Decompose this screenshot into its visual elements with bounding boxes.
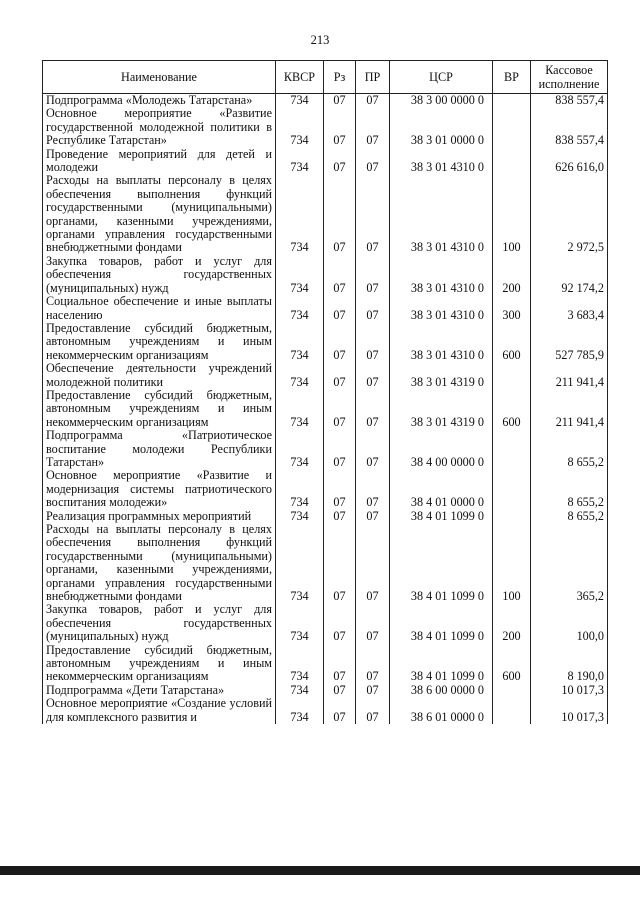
cell-name: Закупка товаров, работ и услуг для обеспечения государственных (муниципальных) нужд [43,603,276,643]
scan-edge-bar [0,866,640,875]
cell-name: Основное мероприятие «Развитие государственной молодежной политики в Республике Татарстан» [43,107,276,147]
cell-vr [493,148,531,175]
cell-pr: 07 [356,644,390,684]
cell-vr: 300 [493,295,531,322]
cell-amount: 2 972,5 [531,174,608,254]
cell-vr: 600 [493,322,531,362]
cell-rz: 07 [324,697,356,724]
header-vr: ВР [493,61,531,94]
table-row [43,389,608,429]
cell-pr: 07 [356,362,390,389]
cell-amount: 838 557,4 [531,107,608,147]
header-pr: ПР [356,61,390,94]
cell-vr: 100 [493,523,531,603]
table-row [43,255,608,295]
cell-kvsr: 734 [276,523,324,603]
table-row [43,429,608,469]
cell-rz: 07 [324,644,356,684]
cell-kvsr: 734 [276,94,324,108]
cell-pr: 07 [356,174,390,254]
table-row [43,94,608,108]
table-body [43,94,608,725]
cell-pr: 07 [356,322,390,362]
cell-amount: 3 683,4 [531,295,608,322]
cell-csr: 38 3 00 0000 0 [390,94,493,108]
cell-rz: 07 [324,174,356,254]
cell-csr: 38 4 01 1099 0 [390,510,493,523]
cell-rz: 07 [324,148,356,175]
cell-csr: 38 4 01 0000 0 [390,469,493,509]
cell-csr: 38 4 01 1099 0 [390,644,493,684]
cell-amount: 100,0 [531,603,608,643]
cell-csr: 38 3 01 4310 0 [390,295,493,322]
cell-name: Основное мероприятие «Развитие и модернизация системы патриотического воспитания молодежи» [43,469,276,509]
cell-rz: 07 [324,469,356,509]
cell-csr: 38 6 01 0000 0 [390,697,493,724]
cell-rz: 07 [324,94,356,108]
cell-amount: 8 190,0 [531,644,608,684]
header-name: Наименование [43,61,276,94]
cell-vr: 200 [493,603,531,643]
cell-pr: 07 [356,389,390,429]
cell-amount: 211 941,4 [531,362,608,389]
table-row [43,174,608,254]
table-row [43,603,608,643]
table-row [43,322,608,362]
cell-amount: 92 174,2 [531,255,608,295]
cell-rz: 07 [324,429,356,469]
page-number: 213 [310,33,330,47]
cell-csr: 38 3 01 4310 0 [390,174,493,254]
cell-amount: 626 616,0 [531,148,608,175]
cell-pr: 07 [356,510,390,523]
cell-kvsr: 734 [276,697,324,724]
header-rz: Рз [324,61,356,94]
cell-name: Подпрограмма «Молодежь Татарстана» [43,94,276,108]
cell-rz: 07 [324,322,356,362]
cell-pr: 07 [356,697,390,724]
cell-name: Основное мероприятие «Создание условий для комплексного развития и [43,697,276,724]
table-row [43,697,608,724]
cell-pr: 07 [356,107,390,147]
cell-csr: 38 4 00 0000 0 [390,429,493,469]
cell-amount: 527 785,9 [531,322,608,362]
cell-name: Подпрограмма «Патриотическое воспитание молодежи Республики Татарстан» [43,429,276,469]
cell-vr: 100 [493,174,531,254]
table-header-row [43,61,608,94]
cell-rz: 07 [324,523,356,603]
table-row [43,523,608,603]
table-row [43,684,608,697]
cell-vr [493,429,531,469]
table-row [43,295,608,322]
cell-pr: 07 [356,684,390,697]
cell-rz: 07 [324,255,356,295]
cell-name: Проведение мероприятий для детей и молодежи [43,148,276,175]
cell-name: Расходы на выплаты персоналу в целях обеспечения выполнения функций государственными (муниципальными) органами, казенными учреждениями, органами управления государственными внебюджетными фондами [43,523,276,603]
cell-kvsr: 734 [276,174,324,254]
cell-name: Расходы на выплаты персоналу в целях обеспечения выполнения функций государственными (муниципальными) органами, казенными учреждениями, органами управления государственными внебюджетными фондами [43,174,276,254]
table-row [43,362,608,389]
header-csr: ЦСР [390,61,493,94]
cell-kvsr: 734 [276,429,324,469]
cell-pr: 07 [356,148,390,175]
cell-name: Обеспечение деятельности учреждений молодежной политики [43,362,276,389]
cell-vr [493,107,531,147]
cell-pr: 07 [356,523,390,603]
cell-name: Реализация программных мероприятий [43,510,276,523]
cell-csr: 38 3 01 4319 0 [390,389,493,429]
table-row [43,148,608,175]
cell-vr: 600 [493,644,531,684]
cell-pr: 07 [356,295,390,322]
cell-kvsr: 734 [276,107,324,147]
cell-name: Подпрограмма «Дети Татарстана» [43,684,276,697]
table-row [43,510,608,523]
table-row [43,469,608,509]
cell-name: Предоставление субсидий бюджетным, автономным учреждениям и иным некоммерческим организациям [43,644,276,684]
cell-kvsr: 734 [276,255,324,295]
cell-rz: 07 [324,362,356,389]
cell-name: Предоставление субсидий бюджетным, автономным учреждениям и иным некоммерческим организациям [43,389,276,429]
cell-pr: 07 [356,255,390,295]
cell-pr: 07 [356,94,390,108]
cell-amount: 8 655,2 [531,469,608,509]
cell-amount: 10 017,3 [531,684,608,697]
header-kvsr: КВСР [276,61,324,94]
cell-amount: 365,2 [531,523,608,603]
cell-csr: 38 4 01 1099 0 [390,523,493,603]
cell-kvsr: 734 [276,322,324,362]
cell-vr: 200 [493,255,531,295]
cell-vr [493,362,531,389]
cell-name: Предоставление субсидий бюджетным, автономным учреждениям и иным некоммерческим организациям [43,322,276,362]
cell-amount: 10 017,3 [531,697,608,724]
table-row [43,644,608,684]
cell-kvsr: 734 [276,510,324,523]
cell-csr: 38 3 01 4319 0 [390,362,493,389]
cell-kvsr: 734 [276,684,324,697]
cell-pr: 07 [356,603,390,643]
cell-csr: 38 3 01 0000 0 [390,107,493,147]
cell-kvsr: 734 [276,469,324,509]
cell-name: Закупка товаров, работ и услуг для обеспечения государственных (муниципальных) нужд [43,255,276,295]
cell-vr [493,469,531,509]
budget-table [42,60,608,724]
cell-rz: 07 [324,684,356,697]
cell-csr: 38 3 01 4310 0 [390,148,493,175]
header-amount: Кассовое исполнение [531,61,608,94]
cell-csr: 38 3 01 4310 0 [390,255,493,295]
cell-amount: 838 557,4 [531,94,608,108]
cell-amount: 8 655,2 [531,510,608,523]
cell-kvsr: 734 [276,389,324,429]
cell-rz: 07 [324,389,356,429]
cell-name: Социальное обеспечение и иные выплаты населению [43,295,276,322]
cell-rz: 07 [324,603,356,643]
cell-kvsr: 734 [276,295,324,322]
cell-vr: 600 [493,389,531,429]
cell-vr [493,684,531,697]
cell-pr: 07 [356,469,390,509]
cell-csr: 38 3 01 4310 0 [390,322,493,362]
cell-rz: 07 [324,107,356,147]
cell-pr: 07 [356,429,390,469]
cell-amount: 211 941,4 [531,389,608,429]
cell-csr: 38 6 00 0000 0 [390,684,493,697]
cell-amount: 8 655,2 [531,429,608,469]
cell-kvsr: 734 [276,362,324,389]
table-row [43,107,608,147]
cell-vr [493,510,531,523]
cell-rz: 07 [324,295,356,322]
cell-csr: 38 4 01 1099 0 [390,603,493,643]
cell-kvsr: 734 [276,644,324,684]
cell-rz: 07 [324,510,356,523]
cell-kvsr: 734 [276,148,324,175]
cell-vr [493,697,531,724]
cell-kvsr: 734 [276,603,324,643]
cell-vr [493,94,531,108]
